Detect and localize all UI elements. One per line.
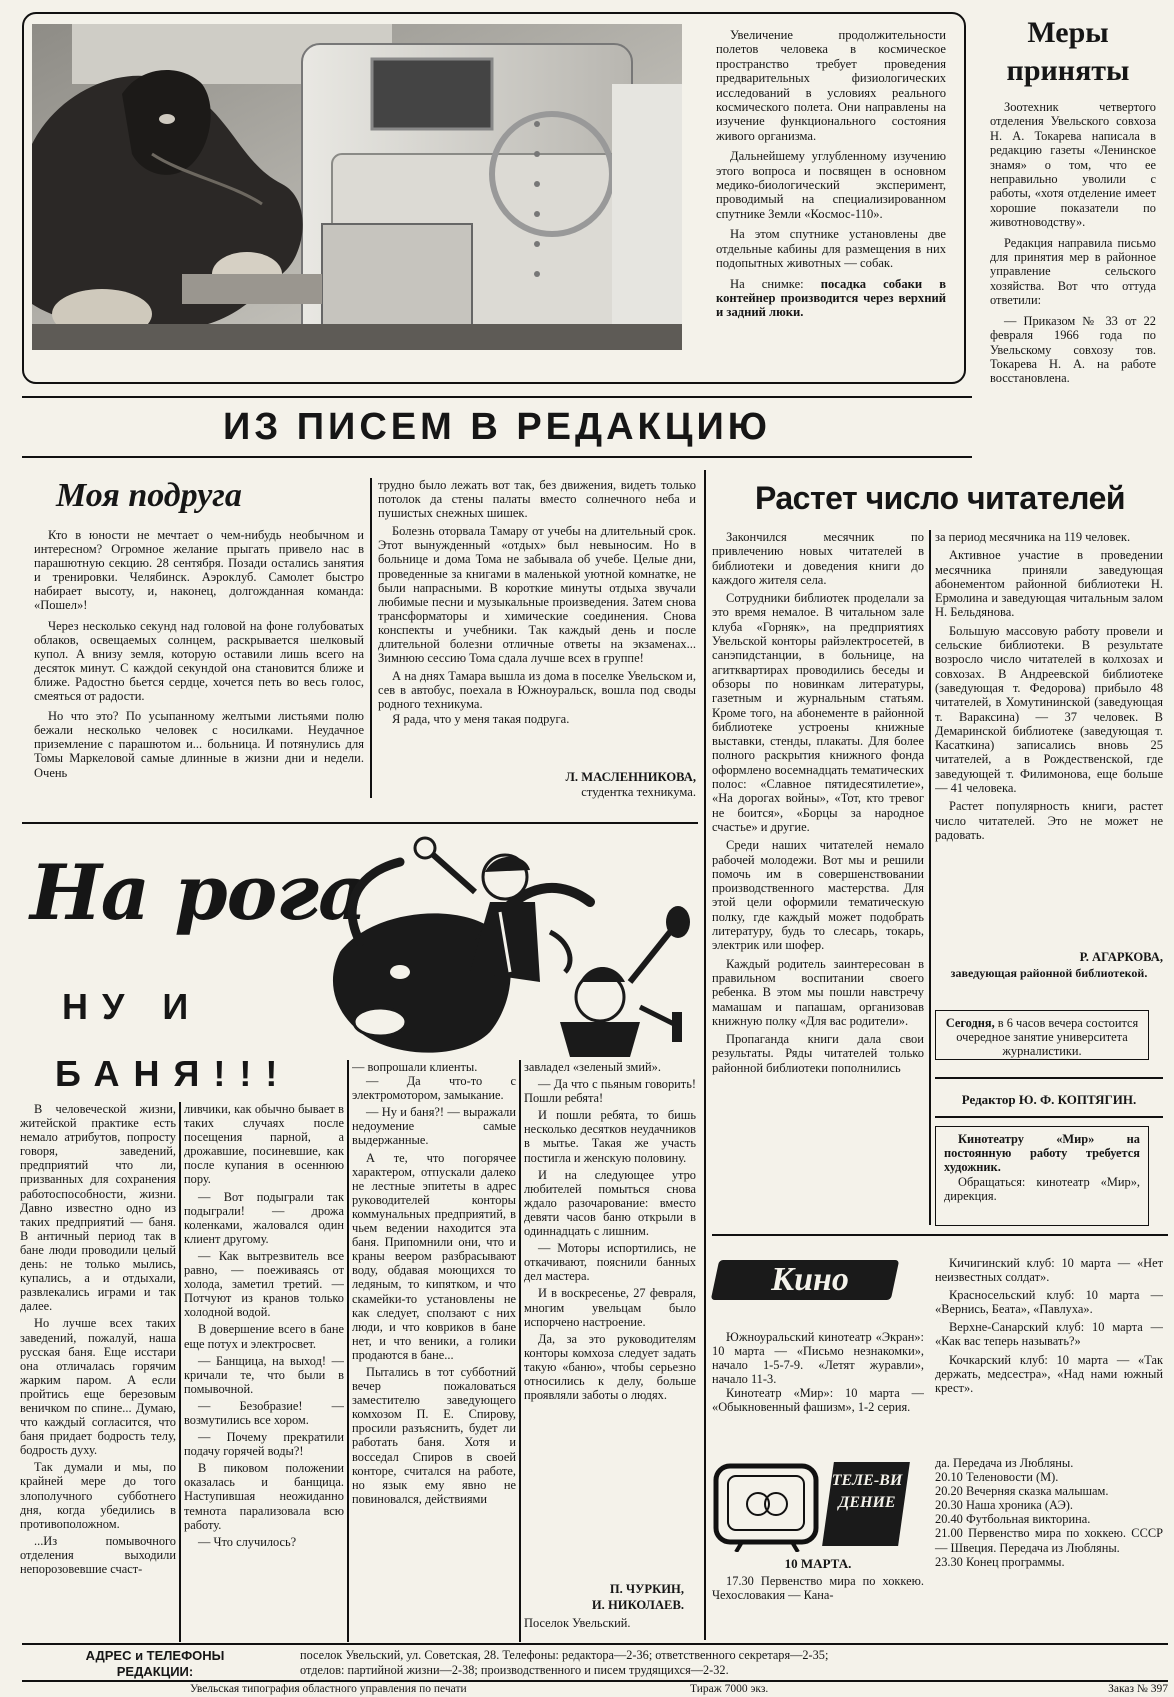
na-roga-paragraph: И на следующее утро любителей помыться снова ждало разочарование: вместо девяти часов баню открыли в одиннадцать с лишним.	[524, 1167, 696, 1239]
chitateli-paragraph: Сотрудники библиотек проделали за это время немалое. В читальном зале клуба «Горняк», на предприятиях Увельской конторы райэлектросетей, в санэпидстанции, в больнице, на агитквартирах проводились беседы и обзоры по новинкам литературы, газетным и журнальным статьям. Кроме того, на абонементе в районной библиотеке устроены книжные выставки, стенды, плакаты. Для более полного раскрытия книжного фонда оформлено восемнадцать тематических полос: «Славное пятидесятилетие», «На дорогах войны», «Тот, кто тревог не боится», «Борцы за народное счастье» и другие.	[712, 591, 924, 834]
kino-col1	[712, 1330, 924, 1460]
chitateli-paragraph: Активное участие в проведении месячника приняли заведующая абонементом районной библиотеки Н. Ермолина и заведующая читальным залом Н. Бельдянова.	[935, 548, 1163, 620]
footer-label-line2: РЕДАКЦИИ:	[116, 1664, 194, 1679]
na-roga-paragraph: В довершение всего в бане еще потух и электросвет.	[184, 1322, 344, 1351]
podruga-paragraph: Я рада, что у меня такая подруга.	[392, 711, 570, 726]
footer-line-top	[22, 1643, 1168, 1645]
footer-circulation: Тираж 7000 экз.	[690, 1683, 769, 1695]
mery-text	[990, 100, 1156, 452]
na-roga-col2	[184, 1102, 344, 1642]
na-roga-paragraph: — Как вытрезвитель все равно, — поеживаясь от холода, заметил третий. — Потчуют из кранов только холодной водой.	[184, 1248, 344, 1320]
na-roga-paragraph: — Безобразие! — возмутились все хором.	[184, 1398, 344, 1427]
tv-right	[935, 1456, 1163, 1569]
na-roga-paragraph: — Банщица, на выход! — кричали те, что были в помывочной.	[184, 1353, 344, 1396]
podruga-paragraph: А на днях Тамара вышла из дома в поселке Увельском и, сев в автобус, поехала в Южноуральск, вошла под своды родного техникума.	[378, 669, 696, 712]
kino-logo: Кино	[771, 1261, 849, 1298]
photo-article-paragraph: Увеличение продолжительности полетов человека в космическое пространство требует проведения предварительных физиологических исследований в условиях реального космического полета. Они направлены на изучение функционального состояния живого организма.	[716, 28, 946, 143]
kino-item: Южноуральский кинотеатр «Экран»: 10 марта — «Письмо незнакомки», начало 1-5-7-9. «Летят журавли», начало 11-3.	[712, 1330, 924, 1387]
editor-line-bottom	[935, 1116, 1163, 1118]
chitateli-divider	[929, 530, 931, 1225]
photo-caption-lead: На снимке:	[730, 276, 804, 291]
na-roga-paragraph: завладел «зеленый змий».	[524, 1060, 661, 1074]
kino-col2	[935, 1252, 1163, 1452]
na-roga-paragraph: — Да что с пьяным говорить! Пошли ребята!	[524, 1077, 696, 1106]
na-roga-line	[22, 822, 698, 824]
na-roga-author1: П. ЧУРКИН,	[609, 1582, 684, 1596]
kino-item: Кинотеатр «Мир»: 10 марта — «Обыкновенный фашизм», 1-2 серия.	[712, 1386, 924, 1415]
na-roga-paragraph: И в воскресенье, 27 февраля, многим увельцам было испорчено настроение.	[524, 1286, 696, 1329]
tv-line: 20.20 Вечерняя сказка малышам.	[935, 1484, 1109, 1499]
na-roga-paragraph: Пытались в тот субботний вечер пожаловаться заместителю заведующего комхозом П. Е. Спирову, просили разъяснить, будет ли работать баня. Хотя и восседал Спиров в своей конторе, считался на работе, но язык ему явно не повиновался, действиями	[352, 1364, 516, 1506]
chitateli-paragraph: Среди наших читателей немало рабочей молодежи. Вот мы и решили помочь им в совершенствовании производственного мастерства. Для этой цели оформили тематическую полку, где каждый может подобрать литературу, будь то слесарь, токарь, электрик или шофер.	[712, 838, 924, 953]
na-roga-author2: И. НИКОЛАЕВ.	[591, 1598, 684, 1612]
chitateli-paragraph: Пропаганда книги дала свои результаты. Ряды читателей только районной библиотеки пополнились	[712, 1032, 924, 1075]
na-roga-paragraph: В человеческой жизни, житейской практике есть немало атрибутов, попросту говоря, заведений, предприятий что ли, призванных для сохранения работоспособности, жизни. Давно известно одно из таких предприятий — баня. В античный период так в бане люди проводили целый день: не только мылись, купались, а и отдыхали, развлекались играми и так далее.	[20, 1102, 176, 1314]
na-roga-col3	[352, 1060, 516, 1642]
bull-cartoon	[300, 832, 700, 1062]
tv-logo: ТЕЛЕ-ВИДЕНИЕ	[831, 1472, 903, 1511]
chitateli-paragraph: Закончился месячник по привлечению новых читателей в библиотеки и доведения книги до каждого жителя села.	[712, 530, 924, 587]
na-roga-paragraph: — Ну и баня?! — выражали недоумение самые выдержанные.	[352, 1105, 516, 1148]
chitateli-author: Р. АГАРКОВА,	[1079, 950, 1163, 964]
editor-credit	[935, 1092, 1163, 1108]
photo-article-text	[716, 28, 946, 363]
tv-set-icon	[712, 1460, 822, 1552]
photo-caption-text: посадка собаки в контейнер производится через верхний и задний люки.	[716, 276, 946, 320]
rubric-line-bottom	[22, 456, 972, 458]
photo-illustration	[32, 24, 682, 350]
na-roga-paragraph: — вопрошали клиенты.	[352, 1060, 478, 1074]
editor-line-top	[935, 1077, 1163, 1079]
na-roga-paragraph: И пошли ребята, то бишь несколько десятков неудачников в мытье. Такая же участь постигла и женскую половину.	[524, 1108, 696, 1165]
na-roga-paragraph: — Да что-то с электромотором, замыкание.	[352, 1074, 516, 1103]
chitateli-paragraph: Большую массовую работу провели и сельские библиотеки. В результате возросло число читателей в колхозах и совхозах. В Андреевской библиотеке (заведующая т. Федорова) прибыло 48 читателей, в Хомутининской (заведующая т. Вараксина) — 37 человек. В Демаринской библиотеке (заведующая т. Касаткина) записались вновь 25 читателей, а в Рождественской, где заведующей т. Филимонова, еще больше — 41 человека.	[935, 623, 1163, 796]
podruga-paragraph: Кто в юности не мечтает о чем-нибудь необычном и интересном? Огромное желание прыгать привело нас в парашютную секцию. 28 сентября. Позади остались занятия и тренировки. Челябинск. Аэроклуб. Самолет быстро набирает высоту, и, наконец, долгожданная команда: «Пошел»!	[34, 528, 364, 613]
na-roga-col1	[20, 1102, 176, 1642]
chitateli-title: Растет число читателей	[754, 480, 1126, 516]
podruga-paragraph: Через несколько секунд над головой на фоне голубоватых облаков, освещаемых солнцем, раскрывается шелковый купол. А внизу земля, которую оставили лишь всего на десяток минут. С каждой секундой она становится ближе и ближе. Радостно бьется сердце, хочется петь во весь голос, смеяться от радости.	[34, 618, 364, 704]
chitateli-paragraph: Каждый родитель заинтересован в правильном воспитании своего ребенка. В этом мы пошли навстречу мамашам и папашам, организовав книжную полку «Для вас родители».	[712, 956, 924, 1028]
editor-name: Ю. Ф. КОПТЯГИН.	[1018, 1092, 1137, 1107]
tv-line: 20.30 Наша хроника (АЭ).	[935, 1498, 1074, 1513]
na-roga-paragraph: Но лучше всех таких заведений, пожалуй, наша русская баня. Еще исстари она отличалась горячим жарким паром. А если пройтись еще березовым веничком по спине... Думаю, что каждый согласится, что баня придает бодрость телу, бодрость духу.	[20, 1316, 176, 1458]
na-roga-divider	[179, 1102, 181, 1642]
chitateli-col1	[712, 530, 924, 1225]
na-roga-paragraph: — Моторы испортились, не откачивают, пояснили банных дел мастера.	[524, 1241, 696, 1284]
photo-kosmos-dog	[32, 24, 682, 350]
mery-title	[968, 14, 1168, 90]
mir-ad-contact: Обращаться: кинотеатр «Мир», дирекция.	[944, 1174, 1140, 1203]
rubric-line-top	[22, 396, 972, 398]
podruga-author-role: студентка техникума.	[581, 785, 696, 799]
na-roga-col4	[524, 1060, 696, 1580]
bull-cartoon-drawing	[300, 832, 700, 1062]
tv-line: да. Передача из Любляны.	[935, 1456, 1074, 1470]
tv-left	[712, 1574, 924, 1602]
chitateli-col2	[935, 530, 1163, 930]
kino-item: Верхне-Санарский клуб: 10 марта — «Как вас теперь называть?»	[935, 1320, 1163, 1349]
announce-lead: Сегодня,	[945, 1016, 995, 1030]
na-roga-heading: На рога	[30, 848, 367, 937]
podruga-author: Л. МАСЛЕННИКОВА,	[565, 770, 696, 784]
mery-title-line2: приняты	[1006, 54, 1130, 87]
section-divider	[704, 470, 706, 1640]
kino-item: Кичигинский клуб: 10 марта — «Нет неизвестных солдат».	[935, 1256, 1163, 1285]
tv-line: 23.30 Конец программы.	[935, 1554, 1065, 1569]
announce-body: в 6 часов вечера состоится очередное занятие университета журналистики.	[956, 1016, 1139, 1058]
tv-line: 21.00 Первенство мира по хоккею. СССР — Швеция. Передача из Любляны.	[935, 1526, 1163, 1555]
mery-paragraph: Редакция направила письмо для принятия мер в районное управление сельского хозяйства. Вот что оттуда ответили:	[990, 235, 1156, 308]
na-roga-paragraph: ливчики, как обычно бывает в таких случаях после посещения парной, а дрожавшие, посиневшие, как после купания в осеннюю пору.	[184, 1102, 344, 1187]
footer-address-line2: отделов: партийной жизни—2-38; производственного и писем трудящихся—2-32.	[300, 1663, 729, 1677]
footer-label-line1: АДРЕС и ТЕЛЕФОНЫ	[85, 1648, 225, 1663]
na-roga-paragraph: Так думали и мы, по крайней мере до того злополучного субботнего дня, когда убедились в противоположном.	[20, 1460, 176, 1531]
chitateli-paragraph: Растет популярность книги, растет число читателей. Это не может не радовать.	[935, 799, 1163, 842]
editor-label: Редактор	[961, 1092, 1016, 1107]
mery-title-line1: Меры	[1027, 16, 1109, 49]
tv-line: 20.40 Футбольная викторина.	[935, 1512, 1091, 1527]
footer-printer: Увельская типография областного управления по печати	[190, 1683, 467, 1695]
tv-line: 20.10 Теленовости (М).	[935, 1470, 1059, 1485]
tv-date: 10 МАРТА.	[784, 1556, 852, 1571]
photo-caption	[716, 277, 946, 320]
podruga-paragraph: Болезнь оторвала Тамару от учебы на длительный срок. Этот вынужденный «отдых» был невыносим. Но в больнице и дома Тома не забывала об учебе. Целые дни, проведенные за книгами в маленькой уютной комнатке, не были напрасными. В короткие минуты отдыха звучали любимые песни и музыкальные произведения. Затем снова трансформаторы и химические соединения. Снова конспекты и учебники. Так каждый день и после длительной болезни отличные ответы на экзаменах... Зимнюю сессию Тома сдала лучше всех в группе!	[378, 524, 696, 666]
kino-line	[712, 1234, 1168, 1236]
tv-line: 17.30 Первенство мира по хоккею. Чехословакия — Кана-	[712, 1574, 924, 1603]
podruga-col1	[34, 528, 364, 800]
na-roga-place: Поселок Увельский.	[524, 1616, 631, 1630]
footer-label	[40, 1648, 270, 1680]
na-roga-paragraph: — Почему прекратили подачу горячей воды?!	[184, 1430, 344, 1459]
mir-ad-text	[944, 1132, 1140, 1203]
mery-paragraph: — Приказом № 33 от 22 февраля 1966 года по Увельскому совхозу тов. Токарева Н. А. на работе восстановлена.	[990, 313, 1156, 386]
podruga-paragraph: Но что это? По усыпанному желтыми листьями полю бежали несколько человек с носилками. Неудачное приземление с парашютом и... больница. И потянулись для Томы Маркеловой самые длинные в жизни дни и недели. Очень	[34, 709, 364, 780]
podruga-col2	[378, 478, 696, 768]
tv-icon	[712, 1460, 822, 1552]
na-roga-divider	[519, 1060, 521, 1642]
footer-address-line1: поселок Увельский, ул. Советская, 28. Телефоны: редактора—2-36; ответственного секретаря—2-35;	[300, 1648, 829, 1662]
podruga-divider	[370, 478, 372, 798]
footer-order: Заказ № 397	[1108, 1683, 1168, 1695]
rubric-title: ИЗ ПИСЕМ В РЕДАКЦИЮ	[223, 406, 771, 448]
na-roga-paragraph: — Вот подыграли так подыграли! — дрожа коленками, жаловался один клиент другому.	[184, 1189, 344, 1246]
na-roga-title-line1: НУ И	[62, 986, 203, 1027]
chitateli-paragraph: за период месячника на 119 человек.	[935, 530, 1131, 544]
mir-ad-body: Кинотеатру «Мир» на постоянную работу требуется художник.	[944, 1132, 1140, 1175]
na-roga-paragraph: — Что случилось?	[198, 1534, 297, 1549]
podruga-title: Моя подруга	[56, 477, 242, 514]
kino-item: Кочкарский клуб: 10 марта — «Так держать, медсестра», «Над нами южный крест».	[935, 1352, 1163, 1395]
na-roga-paragraph: В пиковом положении оказалась и банщица. Наступившая неожиданно темнота парализовала всю работу.	[184, 1461, 344, 1532]
photo-article-paragraph: На этом спутнике установлены две отдельные кабины для размещения в них подопытных животных — собак.	[716, 227, 946, 271]
na-roga-divider	[347, 1060, 349, 1642]
mery-paragraph: Зоотехник четвертого отделения Увельского совхоза Н. А. Токарева написала в редакцию газеты «Ленинское знамя» о том, что ее неправильно уволили с работы, «хотя отделение имеет хорошие показатели по животноводству».	[990, 100, 1156, 230]
photo-article-paragraph: Дальнейшему углубленному изучению этого вопроса и посвящен в основном медико-биологический эксперимент, проводимый на специализированном спутнике Земли «Космос-110».	[716, 149, 946, 221]
na-roga-title-line2: БАНЯ!!!	[55, 1053, 292, 1094]
footer-address	[300, 1648, 1168, 1678]
kino-item: Красносельский клуб: 10 марта — «Вернись, Беата», «Павлуха».	[935, 1288, 1163, 1317]
chitateli-author-role: заведующая районной библиотекой.	[950, 966, 1148, 980]
podruga-paragraph: трудно было лежать вот так, без движения, видеть только потолок да стены палаты вместо солнечного неба и пушистых снежных шишек.	[378, 478, 696, 521]
na-roga-paragraph: Да, за это руководителям конторы комхоза следует задать такую «баню», чтобы серьезно относились к делу, больше проявляли заботы о людях.	[524, 1331, 696, 1403]
na-roga-paragraph: ...Из помывочного отделения выходили непорозовевшие счаст-	[20, 1533, 176, 1576]
na-roga-paragraph: А те, что погорячее характером, отпускали далеко не лестные эпитеты в адрес руководителей конторы коммунальных предприятий, в чьем ведении находится эта баня. Припомнили они, что и краны веером разбрасывают воду, обдавая моющихся то ледяным, то кипятком, и что скамейки-то установлены не как следует, сползают с них люди, и что ковриков в бане нет, и что веники, а голики продаются в бане...	[352, 1150, 516, 1362]
announce-text	[942, 1016, 1142, 1058]
